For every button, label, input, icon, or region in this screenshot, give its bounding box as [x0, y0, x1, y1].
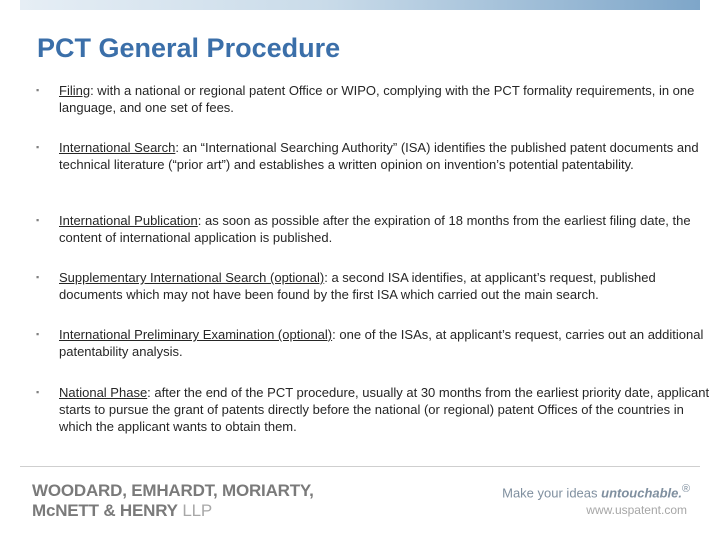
bullet-marker: ▪ [36, 142, 40, 152]
bullet-term: International Search [59, 140, 176, 155]
bullet-term: International Preliminary Examination (optional) [59, 327, 333, 342]
bullet-text: : an “International Searching Authority” (ISA) identifies the published patent documents and technical literature (“prior art”) and establishes a written opinion on invention’s potential patentability. [59, 140, 699, 172]
tagline [502, 483, 690, 500]
bullet-marker: ▪ [36, 387, 40, 397]
bullet-preliminary-examination [36, 326, 711, 360]
firm-name-suffix: LLP [177, 501, 212, 520]
bullet-term: National Phase [59, 385, 148, 400]
website-url: www.uspatent.com [586, 503, 687, 517]
bullet-international-search [36, 139, 711, 173]
firm-name-line1: WOODARD, EMHARDT, MORIARTY, [32, 481, 314, 500]
bullet-supplementary-search [36, 269, 711, 303]
top-accent-bar [20, 0, 700, 10]
bullet-term: Filing [59, 83, 91, 98]
bullet-filing [36, 82, 711, 116]
bullet-text: : as soon as possible after the expiration of 18 months from the earliest filing date, the content of international application is published. [59, 213, 691, 245]
bullet-text: : one of the ISAs, at applicant’s request, carries out an additional patentability analysis. [59, 327, 704, 359]
footer-divider [20, 466, 700, 467]
firm-name-partners: McNETT & HENRY [32, 501, 178, 520]
registered-mark: ® [682, 483, 690, 495]
bullet-text: : after the end of the PCT procedure, usually at 30 months from the earliest priority date, applicant starts to pursue the grant of patents directly before the national (or regional) patent Offices of the countries in which the applicant wants to obtain them. [59, 385, 710, 434]
bullet-term: International Publication [59, 213, 198, 228]
tagline-emphasis: untouchable. [601, 485, 683, 501]
bullet-marker: ▪ [36, 85, 40, 95]
bullet-term: Supplementary International Search (optional) [59, 270, 325, 285]
firm-name-line2 [32, 501, 314, 521]
firm-logo [32, 481, 314, 521]
bullet-international-publication [36, 212, 711, 246]
bullet-marker: ▪ [36, 272, 40, 282]
bullet-text: : a second ISA identifies, at applicant’s request, published documents which may not have been found by the first ISA which carried out the main search. [59, 270, 656, 302]
slide-title: PCT General Procedure [37, 33, 341, 63]
bullet-marker: ▪ [36, 215, 40, 225]
bullet-text: : with a national or regional patent Office or WIPO, complying with the PCT formality requirements, in one language, and one set of fees. [59, 83, 695, 115]
tagline-prefix: Make your ideas [502, 485, 602, 501]
bullet-national-phase [36, 384, 711, 435]
bullet-marker: ▪ [36, 329, 40, 339]
